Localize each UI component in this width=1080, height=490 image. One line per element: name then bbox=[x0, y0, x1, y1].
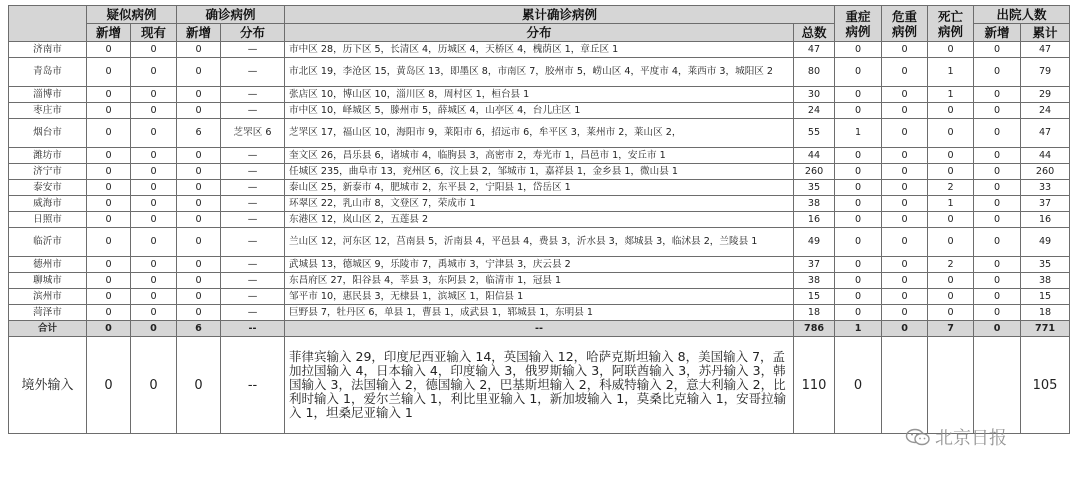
cell: 0 bbox=[87, 103, 131, 119]
cell: 0 bbox=[177, 257, 221, 273]
cell: 0 bbox=[882, 103, 928, 119]
total-label: 合计 bbox=[9, 321, 87, 337]
cell: 0 bbox=[87, 87, 131, 103]
cell: 15 bbox=[794, 289, 835, 305]
cell: 44 bbox=[794, 148, 835, 164]
header-suspected: 疑似病例 bbox=[87, 6, 177, 24]
header-suspected-existing: 现有 bbox=[131, 24, 177, 42]
cell: 0 bbox=[131, 228, 177, 257]
header-discharged: 出院人数 bbox=[974, 6, 1070, 24]
cell: 0 bbox=[835, 58, 882, 87]
table-row bbox=[9, 257, 1070, 273]
table-row bbox=[9, 289, 1070, 305]
cell: 0 bbox=[974, 228, 1021, 257]
cell: — bbox=[221, 148, 285, 164]
header-suspected-new: 新增 bbox=[87, 24, 131, 42]
watermark bbox=[905, 424, 1007, 450]
district-distribution: 兰山区 12，河东区 12，莒南县 5，沂南县 4，平邑县 4，费县 3，沂水县 3，郯城县 3，临沭县 2，兰陵县 1 bbox=[285, 228, 794, 257]
cell: 37 bbox=[1021, 196, 1070, 212]
header-diagnosed-new: 新增 bbox=[177, 24, 221, 42]
cell: 0 bbox=[928, 289, 974, 305]
city-name: 济宁市 bbox=[9, 164, 87, 180]
cell: 1 bbox=[835, 321, 882, 337]
cell: 0 bbox=[131, 212, 177, 228]
table-row bbox=[9, 42, 1070, 58]
table-row bbox=[9, 273, 1070, 289]
cell: 105 bbox=[1021, 337, 1070, 434]
cell: 0 bbox=[177, 103, 221, 119]
table-row bbox=[9, 212, 1070, 228]
cell: 0 bbox=[928, 212, 974, 228]
cell: 55 bbox=[794, 119, 835, 148]
cell: 0 bbox=[882, 305, 928, 321]
cell: 0 bbox=[928, 228, 974, 257]
cell: 0 bbox=[974, 212, 1021, 228]
table-row bbox=[9, 58, 1070, 87]
cell: -- bbox=[221, 321, 285, 337]
cell: 38 bbox=[1021, 273, 1070, 289]
table-row bbox=[9, 305, 1070, 321]
table-row bbox=[9, 228, 1070, 257]
cell: 47 bbox=[794, 42, 835, 58]
cell: 1 bbox=[928, 87, 974, 103]
cell: 33 bbox=[1021, 180, 1070, 196]
cell: 15 bbox=[1021, 289, 1070, 305]
cell: 0 bbox=[835, 228, 882, 257]
district-distribution: 泰山区 25，新泰市 4，肥城市 2，东平县 2，宁阳县 1，岱岳区 1 bbox=[285, 180, 794, 196]
cell: 260 bbox=[1021, 164, 1070, 180]
cell: — bbox=[221, 87, 285, 103]
cell: 30 bbox=[794, 87, 835, 103]
cell: 0 bbox=[974, 257, 1021, 273]
cell: 2 bbox=[928, 257, 974, 273]
cell: 0 bbox=[974, 148, 1021, 164]
cell: 0 bbox=[974, 196, 1021, 212]
cell: 0 bbox=[882, 87, 928, 103]
city-name: 德州市 bbox=[9, 257, 87, 273]
cell: 0 bbox=[835, 337, 882, 434]
cell: 47 bbox=[1021, 119, 1070, 148]
cell: 2 bbox=[928, 180, 974, 196]
cell: 79 bbox=[1021, 58, 1070, 87]
district-distribution: 市中区 28，历下区 5，长清区 4，历城区 4，天桥区 4，槐荫区 1，章丘区 1 bbox=[285, 42, 794, 58]
cell: 6 bbox=[177, 321, 221, 337]
cell: 0 bbox=[882, 321, 928, 337]
cell: — bbox=[221, 164, 285, 180]
city-name: 淄博市 bbox=[9, 87, 87, 103]
cell: 0 bbox=[974, 321, 1021, 337]
header-death: 死亡 病例 bbox=[928, 6, 974, 42]
cell: — bbox=[221, 196, 285, 212]
cell: 0 bbox=[131, 273, 177, 289]
cell: 0 bbox=[177, 58, 221, 87]
cell: 0 bbox=[87, 119, 131, 148]
cell: 16 bbox=[794, 212, 835, 228]
cell: 0 bbox=[835, 164, 882, 180]
cell: 0 bbox=[131, 257, 177, 273]
city-name: 滨州市 bbox=[9, 289, 87, 305]
header-discharged-cumulative: 累计 bbox=[1021, 24, 1070, 42]
imported-distribution: 菲律宾输入 29，印度尼西亚输入 14，英国输入 12，哈萨克斯坦输入 8，美国输入 7，孟加拉国输入 4，日本输入 4，印度输入 3，俄罗斯输入 3，阿联酋输入 3，苏丹输入 3，韩国输入 3，法国输入 2，德国输入 2，巴基斯坦输入 2，科威特输入 2，意大利输入 2，比利时输入 1，爱尔兰输入 1，利比里亚输入 1，新加坡输入 1，莫桑比克输入 1，安哥拉输入 1，坦桑尼亚输入 1 bbox=[285, 337, 794, 434]
cell: 0 bbox=[131, 103, 177, 119]
cell: 0 bbox=[177, 196, 221, 212]
cell: 0 bbox=[928, 273, 974, 289]
header-distribution: 分布 bbox=[285, 24, 794, 42]
cell: 0 bbox=[177, 305, 221, 321]
district-distribution: 任城区 235，曲阜市 13，兖州区 6，汶上县 2，邹城市 1，嘉祥县 1，金乡县 1，微山县 1 bbox=[285, 164, 794, 180]
city-name: 威海市 bbox=[9, 196, 87, 212]
cell: 260 bbox=[794, 164, 835, 180]
table-row bbox=[9, 103, 1070, 119]
district-distribution: 武城县 13，德城区 9，乐陵市 7，禹城市 3，宁津县 3，庆云县 2 bbox=[285, 257, 794, 273]
cell: 0 bbox=[131, 58, 177, 87]
cell: 0 bbox=[87, 196, 131, 212]
cell: 0 bbox=[882, 58, 928, 87]
imported-label: 境外输入 bbox=[9, 337, 87, 434]
city-name: 青岛市 bbox=[9, 58, 87, 87]
district-distribution: 市中区 10，峄城区 5，滕州市 5，薛城区 4，山亭区 4，台儿庄区 1 bbox=[285, 103, 794, 119]
district-distribution: 邹平市 10，惠民县 3，无棣县 1，滨城区 1，阳信县 1 bbox=[285, 289, 794, 305]
cell: 0 bbox=[131, 305, 177, 321]
cell: 0 bbox=[835, 148, 882, 164]
cell: 0 bbox=[131, 337, 177, 434]
city-name: 聊城市 bbox=[9, 273, 87, 289]
cell: 771 bbox=[1021, 321, 1070, 337]
cell: 0 bbox=[87, 58, 131, 87]
cell: 1 bbox=[835, 119, 882, 148]
corner-cell bbox=[9, 6, 87, 42]
cell: — bbox=[221, 42, 285, 58]
district-distribution: 张店区 10，博山区 10，淄川区 8，周村区 1，桓台县 1 bbox=[285, 87, 794, 103]
header-diagnosed-distribution: 分布 bbox=[221, 24, 285, 42]
table-row bbox=[9, 119, 1070, 148]
cell: 0 bbox=[928, 119, 974, 148]
table-row bbox=[9, 87, 1070, 103]
cell: 0 bbox=[882, 42, 928, 58]
cell: 0 bbox=[835, 273, 882, 289]
imported-row bbox=[9, 337, 1070, 434]
cell bbox=[882, 337, 928, 434]
cell: 0 bbox=[974, 289, 1021, 305]
cell: 0 bbox=[87, 273, 131, 289]
cell: 0 bbox=[835, 196, 882, 212]
cell: -- bbox=[221, 337, 285, 434]
cell: 44 bbox=[1021, 148, 1070, 164]
city-name: 菏泽市 bbox=[9, 305, 87, 321]
cell: 0 bbox=[882, 164, 928, 180]
cell: 0 bbox=[928, 42, 974, 58]
cell: 0 bbox=[177, 87, 221, 103]
cell: — bbox=[221, 228, 285, 257]
city-name: 泰安市 bbox=[9, 180, 87, 196]
cell: 0 bbox=[835, 87, 882, 103]
cell: 0 bbox=[177, 212, 221, 228]
cell: 0 bbox=[131, 180, 177, 196]
header-cumulative: 累计确诊病例 bbox=[285, 6, 835, 24]
cell: -- bbox=[285, 321, 794, 337]
cell: 0 bbox=[177, 180, 221, 196]
cell: 0 bbox=[87, 228, 131, 257]
total-row bbox=[9, 321, 1070, 337]
cell: 0 bbox=[835, 212, 882, 228]
cell: 49 bbox=[794, 228, 835, 257]
cell: 1 bbox=[928, 58, 974, 87]
cell: 0 bbox=[87, 289, 131, 305]
cell: 0 bbox=[177, 42, 221, 58]
cell: 0 bbox=[928, 164, 974, 180]
cell: 0 bbox=[928, 305, 974, 321]
header-diagnosed: 确诊病例 bbox=[177, 6, 285, 24]
cell: 0 bbox=[87, 148, 131, 164]
district-distribution: 巨野县 7，牡丹区 6，单县 1，曹县 1，成武县 1，郓城县 1，东明县 1 bbox=[285, 305, 794, 321]
cell: 0 bbox=[131, 148, 177, 164]
cell: 7 bbox=[928, 321, 974, 337]
table-body bbox=[9, 42, 1070, 434]
cell: 0 bbox=[928, 103, 974, 119]
header-severe: 重症 病例 bbox=[835, 6, 882, 42]
cell: 0 bbox=[131, 119, 177, 148]
cell: 35 bbox=[1021, 257, 1070, 273]
covid-case-table bbox=[8, 5, 1070, 434]
cell: 0 bbox=[882, 212, 928, 228]
cell: 37 bbox=[794, 257, 835, 273]
cell: 35 bbox=[794, 180, 835, 196]
district-distribution: 东昌府区 27，阳谷县 4，莘县 3，东阿县 2，临清市 1，冠县 1 bbox=[285, 273, 794, 289]
cell: 0 bbox=[974, 305, 1021, 321]
cell bbox=[928, 337, 974, 434]
cell: 0 bbox=[87, 337, 131, 434]
cell: 0 bbox=[882, 228, 928, 257]
cell: 0 bbox=[177, 164, 221, 180]
cell: 0 bbox=[87, 257, 131, 273]
cell: 0 bbox=[974, 58, 1021, 87]
cell: 0 bbox=[974, 42, 1021, 58]
header-discharged-new: 新增 bbox=[974, 24, 1021, 42]
table-row bbox=[9, 180, 1070, 196]
header-total: 总数 bbox=[794, 24, 835, 42]
cell: 0 bbox=[177, 228, 221, 257]
cell: 0 bbox=[835, 305, 882, 321]
cell: 18 bbox=[1021, 305, 1070, 321]
cell: 0 bbox=[131, 164, 177, 180]
city-name: 枣庄市 bbox=[9, 103, 87, 119]
cell: 0 bbox=[131, 87, 177, 103]
cell: 0 bbox=[974, 103, 1021, 119]
cell: 49 bbox=[1021, 228, 1070, 257]
table-row bbox=[9, 148, 1070, 164]
cell: 80 bbox=[794, 58, 835, 87]
cell: 0 bbox=[882, 196, 928, 212]
cell: 0 bbox=[882, 289, 928, 305]
cell: — bbox=[221, 180, 285, 196]
wechat-icon bbox=[905, 428, 931, 446]
cell: 0 bbox=[928, 148, 974, 164]
cell: 芝罘区 6 bbox=[221, 119, 285, 148]
cell: 0 bbox=[131, 196, 177, 212]
cell: 38 bbox=[794, 273, 835, 289]
cell: 29 bbox=[1021, 87, 1070, 103]
cell: 0 bbox=[177, 337, 221, 434]
cell bbox=[974, 337, 1021, 434]
city-name: 烟台市 bbox=[9, 119, 87, 148]
cell: 1 bbox=[928, 196, 974, 212]
cell: 786 bbox=[794, 321, 835, 337]
cell: 0 bbox=[835, 257, 882, 273]
cell: — bbox=[221, 103, 285, 119]
cell: 18 bbox=[794, 305, 835, 321]
cell: 0 bbox=[882, 273, 928, 289]
cell: 0 bbox=[87, 164, 131, 180]
cell: 0 bbox=[177, 148, 221, 164]
district-distribution: 奎文区 26，昌乐县 6，诸城市 4，临朐县 3，高密市 2，寿光市 1，昌邑市 1，安丘市 1 bbox=[285, 148, 794, 164]
cell: 0 bbox=[835, 42, 882, 58]
cell: 6 bbox=[177, 119, 221, 148]
city-name: 临沂市 bbox=[9, 228, 87, 257]
cell: 0 bbox=[87, 212, 131, 228]
cell: 0 bbox=[131, 289, 177, 305]
table-row bbox=[9, 196, 1070, 212]
cell: — bbox=[221, 212, 285, 228]
cell: 24 bbox=[1021, 103, 1070, 119]
cell: 47 bbox=[1021, 42, 1070, 58]
cell: 0 bbox=[87, 305, 131, 321]
city-name: 潍坊市 bbox=[9, 148, 87, 164]
city-name: 日照市 bbox=[9, 212, 87, 228]
district-distribution: 东港区 12，岚山区 2，五莲县 2 bbox=[285, 212, 794, 228]
cell: — bbox=[221, 273, 285, 289]
cell: 0 bbox=[882, 257, 928, 273]
cell: 0 bbox=[974, 87, 1021, 103]
cell: 0 bbox=[177, 273, 221, 289]
cell: 38 bbox=[794, 196, 835, 212]
cell: 24 bbox=[794, 103, 835, 119]
cell: 0 bbox=[974, 164, 1021, 180]
cell: 0 bbox=[177, 289, 221, 305]
cell: 0 bbox=[87, 42, 131, 58]
header-critical: 危重 病例 bbox=[882, 6, 928, 42]
cell: 0 bbox=[87, 321, 131, 337]
cell: 0 bbox=[974, 180, 1021, 196]
cell: — bbox=[221, 58, 285, 87]
district-distribution: 环翠区 22，乳山市 8，文登区 7，荣成市 1 bbox=[285, 196, 794, 212]
cell: 0 bbox=[131, 321, 177, 337]
cell: 0 bbox=[131, 42, 177, 58]
cell: 0 bbox=[974, 273, 1021, 289]
city-name: 济南市 bbox=[9, 42, 87, 58]
watermark-text: 北京日报 bbox=[935, 428, 1007, 449]
cell: 16 bbox=[1021, 212, 1070, 228]
cell: 0 bbox=[87, 180, 131, 196]
cell: 0 bbox=[882, 119, 928, 148]
table-row bbox=[9, 164, 1070, 180]
cell: 110 bbox=[794, 337, 835, 434]
cell: 0 bbox=[882, 148, 928, 164]
cell: 0 bbox=[882, 180, 928, 196]
cell: — bbox=[221, 257, 285, 273]
cell: 0 bbox=[974, 119, 1021, 148]
cell: 0 bbox=[835, 103, 882, 119]
cell: 0 bbox=[835, 180, 882, 196]
district-distribution: 市北区 19，李沧区 15，黄岛区 13，即墨区 8，市南区 7，胶州市 5，崂山区 4，平度市 4，莱西市 3，城阳区 2 bbox=[285, 58, 794, 87]
cell: 0 bbox=[835, 289, 882, 305]
district-distribution: 芝罘区 17，福山区 10，海阳市 9，莱阳市 6，招远市 6，牟平区 3，莱州市 2，莱山区 2， bbox=[285, 119, 794, 148]
cell: — bbox=[221, 305, 285, 321]
cell: — bbox=[221, 289, 285, 305]
